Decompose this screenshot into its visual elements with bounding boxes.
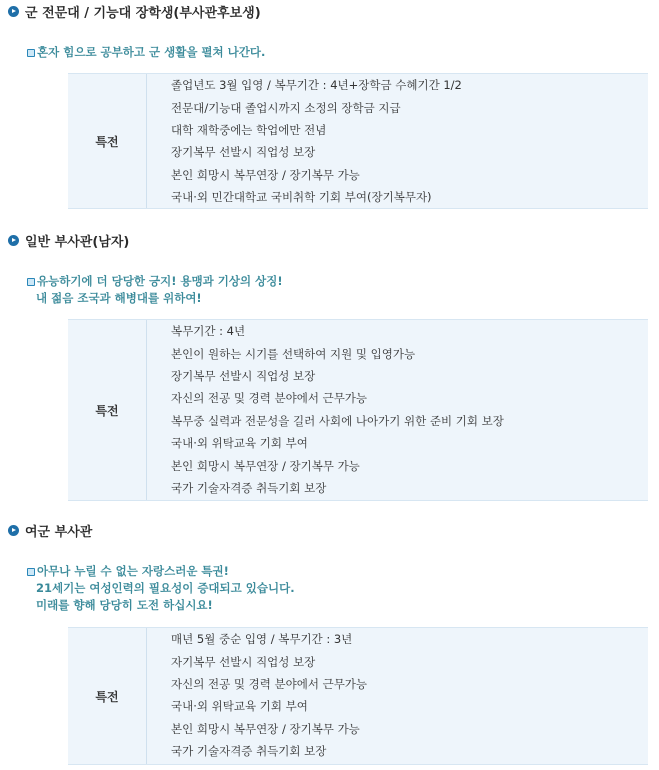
benefit-item: 장기복무 선발시 직업성 보장 <box>171 145 316 160</box>
benefit-item: 장기복무 선발시 직업성 보장 <box>171 368 316 383</box>
slogan-line: 21세기는 여성인력의 필요성이 증대되고 있습니다. <box>36 581 295 595</box>
divider <box>146 628 147 764</box>
section-title <box>8 1 261 21</box>
benefit-item: 매년 5월 중순 입영 / 복무기간 : 3년 <box>171 632 353 647</box>
benefit-item: 전문대/기능대 졸업시까지 소정의 장학금 지급 <box>171 100 401 115</box>
benefit-item: 졸업년도 3월 입영 / 복무기간 : 4년+장학금 수혜기간 1/2 <box>171 78 462 93</box>
benefit-item: 국내·외 위탁교육 기회 부여 <box>171 436 308 451</box>
benefit-list <box>171 74 462 208</box>
benefit-item: 본인 희망시 복무연장 / 장기복무 가능 <box>171 721 360 736</box>
section-title-text: 여군 부사관 <box>25 524 93 540</box>
benefit-item: 본인 희망시 복무연장 / 장기복무 가능 <box>171 458 360 473</box>
benefit-table <box>68 627 648 765</box>
benefit-table <box>68 319 648 501</box>
section-slogan <box>27 273 283 307</box>
benefit-list <box>171 320 504 499</box>
slogan-line: 유능하기에 더 당당한 긍지! 용맹과 기상의 상징! <box>37 274 283 288</box>
benefit-list <box>171 628 367 762</box>
square-bullet-icon <box>27 49 35 57</box>
square-bullet-icon <box>27 568 35 576</box>
section-title-text: 일반 부사관(남자) <box>25 234 130 250</box>
section-title <box>8 230 129 250</box>
benefit-item: 국내·외 민간대학교 국비취학 기회 부여(장기복무자) <box>171 190 432 205</box>
benefit-item: 자신의 전공 및 경력 분야에서 근무가능 <box>171 676 368 691</box>
benefit-item: 자기복무 선발시 직업성 보장 <box>171 654 316 669</box>
slogan-line: 내 젊음 조국과 해병대를 위하여! <box>36 291 202 305</box>
benefit-item: 대학 재학중에는 학업에만 전념 <box>171 122 327 137</box>
benefit-item: 본인이 원하는 시기를 선택하여 지원 및 입영가능 <box>171 346 416 361</box>
divider <box>146 74 147 208</box>
benefit-item: 복무중 실력과 전문성을 길러 사회에 나아가기 위한 준비 기회 보장 <box>171 413 504 428</box>
arrow-circle-icon <box>8 525 19 536</box>
benefit-item: 국내·외 위탁교육 기회 부여 <box>171 699 308 714</box>
slogan-line: 아무나 누릴 수 없는 자랑스러운 특권! <box>37 564 229 578</box>
benefit-item: 국가 기술자격증 취득기회 보장 <box>171 744 327 759</box>
benefit-label: 특전 <box>95 134 119 149</box>
benefit-item: 자신의 전공 및 경력 분야에서 근무가능 <box>171 391 368 406</box>
benefit-label: 특전 <box>95 689 119 704</box>
benefit-table <box>68 73 648 209</box>
section-title-text: 군 전문대 / 기능대 장학생(부사관후보생) <box>25 5 261 21</box>
benefit-item: 본인 희망시 복무연장 / 장기복무 가능 <box>171 167 360 182</box>
arrow-circle-icon <box>8 235 19 246</box>
section-slogan <box>27 44 265 61</box>
square-bullet-icon <box>27 278 35 286</box>
arrow-circle-icon <box>8 6 19 17</box>
benefit-label: 특전 <box>95 403 119 418</box>
slogan-line: 혼자 힘으로 공부하고 군 생활을 펼쳐 나간다. <box>37 45 266 59</box>
benefit-item: 복무기간 : 4년 <box>171 324 246 339</box>
slogan-line: 미래를 향해 당당히 도전 하십시요! <box>36 598 213 612</box>
section-slogan <box>27 563 295 614</box>
benefit-item: 국가 기술자격증 취득기회 보장 <box>171 480 327 495</box>
divider <box>146 320 147 500</box>
section-title <box>8 520 92 540</box>
